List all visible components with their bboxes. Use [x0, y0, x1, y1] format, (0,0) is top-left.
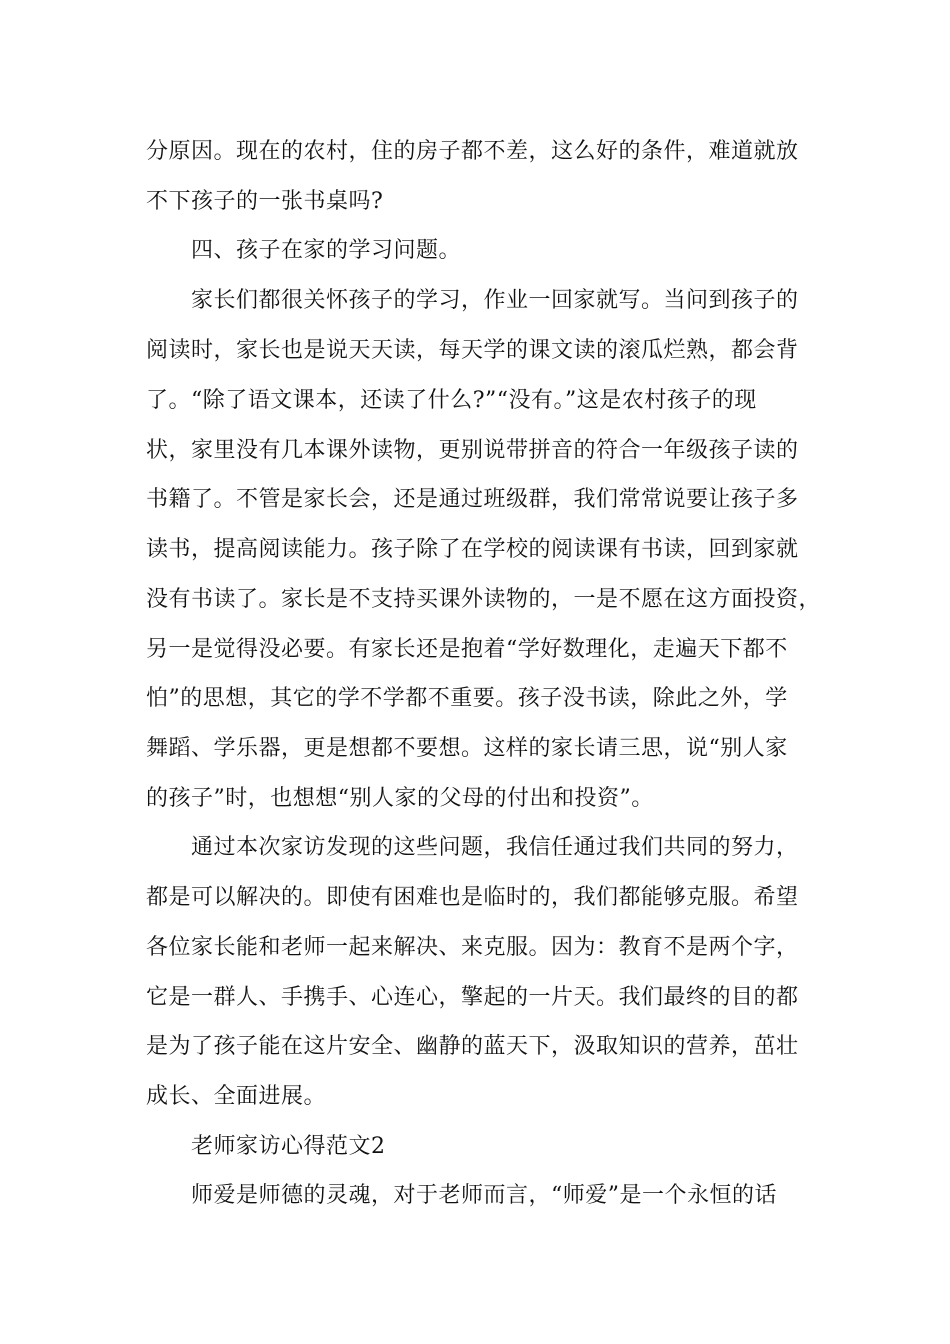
section-heading: 四、孩子在家的学习问题。	[191, 238, 462, 263]
text-line: 都是可以解决的。即使有困难也是临时的，我们都能够克服。希望	[146, 885, 799, 910]
text-line: 是为了孩子能在这片安全、幽静的蓝天下，汲取知识的营养，茁壮	[146, 1034, 799, 1059]
text-line: 各位家长能和老师一起来解决、来克服。因为：教育不是两个字，	[146, 935, 799, 960]
text-line: 怕”的思想，其它的学不学都不重要。孩子没书读，除此之外，学	[146, 686, 788, 711]
text-line: 状，家里没有几本课外读物，更别说带拼音的符合一年级孩子读的	[146, 438, 799, 463]
text-line: 书籍了。不管是家长会，还是通过班级群，我们常常说要让孩子多	[146, 487, 799, 512]
text-line: 家长们都很关怀孩子的学习，作业一回家就写。当问到孩子的	[191, 288, 799, 313]
text-line: 阅读时，家长也是说天天读，每天学的课文读的滚瓜烂熟，都会背	[146, 338, 799, 363]
text-line: 师爱是师德的灵魂，对于老师而言，“师爱”是一个永恒的话	[191, 1183, 777, 1208]
text-line: 没有书读了。家长是不支持买课外读物的，一是不愿在这方面投资，	[146, 587, 822, 612]
text-line: 的孩子”时，也想想“别人家的父母的付出和投资”。	[146, 786, 654, 811]
section-title: 老师家访心得范文2	[191, 1134, 386, 1159]
text-line: 不下孩子的一张书桌吗?	[146, 189, 384, 214]
text-line: 舞蹈、学乐器，更是想都不要想。这样的家长请三思，说“别人家	[146, 736, 788, 761]
text-line: 了。“除了语文课本，还读了什么?”“没有。”这是农村孩子的现	[146, 388, 757, 413]
text-line: 另一是觉得没必要。有家长还是抱着“学好数理化，走遍天下都不	[146, 637, 788, 662]
text-line: 读书，提高阅读能力。孩子除了在学校的阅读课有书读，回到家就	[146, 537, 799, 562]
text-line: 通过本次家访发现的这些问题，我信任通过我们共同的努力，	[191, 835, 799, 860]
text-line: 分原因。现在的农村，住的房子都不差，这么好的条件，难道就放	[146, 139, 799, 164]
text-line: 成长、全面进展。	[146, 1084, 327, 1109]
text-line: 它是一群人、手携手、心连心，擎起的一片天。我们最终的目的都	[146, 985, 799, 1010]
